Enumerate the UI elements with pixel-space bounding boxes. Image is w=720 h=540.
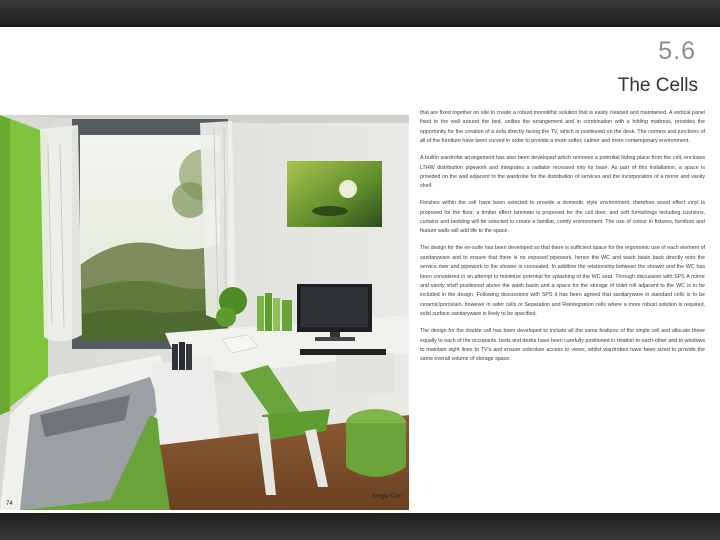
paragraph: The design for the en-suite has been developed so that there is sufficient space for the ergonomic use of each element of sanitaryware and to ensure that there is no exposed pipework, hence the WC and wash basin back directly onto the service riser and pipework to the shower is concealed. In addition the relationship between the shower and the WC has been considered in an attempt to minimize potential for splashing of the WC seat. Through discussion with SPS A mirror and vanity shelf positioned above the wash basin and a space for the storage of toilet roll adjacent to the WC is to be included in the design. Following discussions with SPS it has been agreed that sanitaryware in standard cells is to be ceramic/porcelain, however in safer cells or Separation and Reintegration cells where a more robust solution is required, solid surface sanitaryware is likely to be specified. bbox=[420, 245, 705, 318]
paragraph: A builtin wardrobe arrangement has also been developed which removes a potential hiding place from the cell, encloses LTHW distribution pipework and integrates a radiator recessed into its base. As part of this installation, a space is provided on the wall adjacent to the wardrobe for the distribution of services and the incorporation of a mirror and vanity shelf. bbox=[420, 155, 705, 190]
body-text bbox=[420, 109, 705, 372]
paragraph: Finishes within the cell have been selected to provide a domestic style environment, therefore wood effect vinyl is proposed for the floor, a timber effect laminate is proposed for the cell door, and soft furnishings including cushions, curtains and bedding will be selected to create a familiar, comfy environment. The use of colour in fixtures, furniture and feature walls will add life to the space. bbox=[420, 200, 705, 235]
paragraph: that are fixed together on site to create a robust monolithic solution that is easily cleaned and maintained. A vertical panel fixed to the wall around the bed, unifies the arrangement and in combination with a folding mattress, provides the opportunity for the creation of a sofa directly facing the TV, which is positioned on the desk. The corners and junctions of all of the furniture have been curved in order to provide a more softer, calmer and more contemporary environment. bbox=[420, 110, 705, 145]
section-title: The Cells bbox=[617, 75, 698, 96]
paragraph: The design for the double cell has been developed to include all the same features of the single cell and allocate these equally to each of the occupants. beds and desks have been carefully positioned in relation to each-other and to windows to maintain sight lines to TV's and ensure unbroken access to views, whilst wardrobes have been sized to provide the same overall volume of storage space. bbox=[420, 328, 705, 363]
viewer-top-bar bbox=[0, 0, 720, 27]
document-page bbox=[0, 27, 720, 513]
figure-caption: Single Cell bbox=[372, 494, 401, 500]
section-number: 5.6 bbox=[658, 37, 696, 65]
page-number: 74 bbox=[6, 501, 13, 507]
viewer-bottom-bar bbox=[0, 513, 720, 540]
cell-render-image bbox=[0, 115, 409, 510]
